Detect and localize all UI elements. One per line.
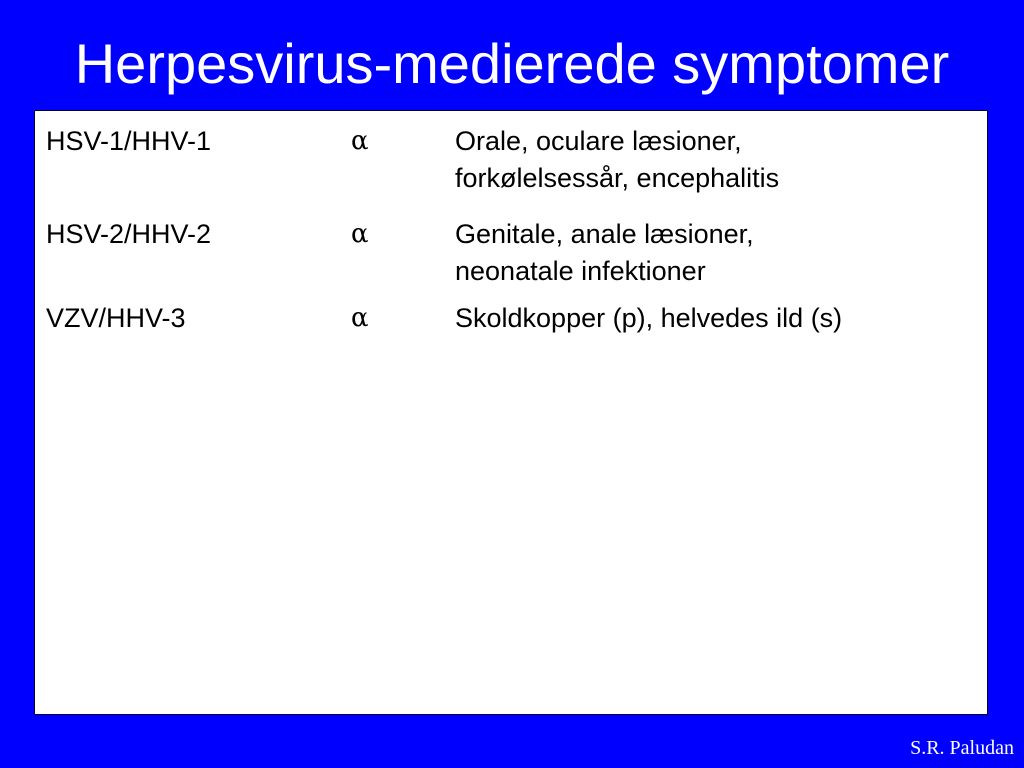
symptom-description [455,300,842,337]
description-line: Skoldkopper (p), helvedes ild (s) [455,303,843,333]
subfamily-symbol: α [351,126,369,156]
description-line: neonatale infektioner [455,256,706,286]
subfamily-symbol: α [351,303,369,333]
virus-name: HSV-2/HHV-2 [46,219,212,249]
subfamily-symbol: α [351,219,369,249]
virus-name: VZV/HHV-3 [46,303,186,333]
content-panel [34,110,988,715]
symptom-description [455,216,754,290]
author-credit: S.R. Paludan [910,737,1014,759]
description-line: Orale, oculare læsioner, [455,126,742,156]
virus-name: HSV-1/HHV-1 [46,126,212,156]
symptom-description [455,123,779,197]
slide-title: Herpesvirus-medierede symptomer [74,32,950,95]
description-line: Genitale, anale læsioner, [455,219,754,249]
description-line: forkølelsessår, encephalitis [455,163,780,193]
